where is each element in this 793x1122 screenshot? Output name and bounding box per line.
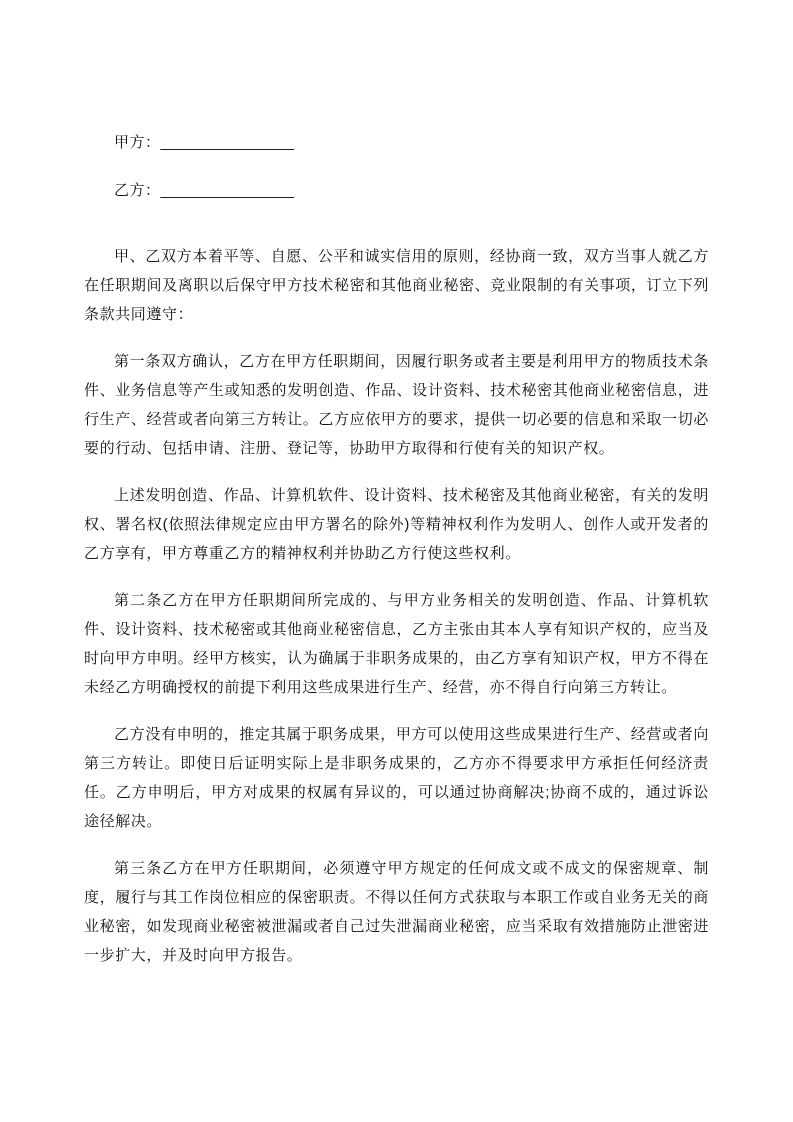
paragraph-clause-1-continued: 上述发明创造、作品、计算机软件、设计资料、技术秘密及其他商业秘密，有关的发明权、署名权(依照法律规定应由甲方署名的除外)等精神权利作为发明人、创作人或开发者的乙方享有，甲方尊重乙方的精神权利并协助乙方行使这些权利。 xyxy=(84,487,709,562)
party-a-line xyxy=(84,128,709,158)
spacer xyxy=(84,224,709,242)
paragraph-clause-1: 第一条双方确认，乙方在甲方任职期间，因履行职务或者主要是利用甲方的物质技术条件、业务信息等产生或知悉的发明创造、作品、设计资料、技术秘密其他商业秘密信息，进行生产、经营或者向第三方转让。乙方应依甲方的要求，提供一切必要的信息和采取一切必要的行动、包括申请、注册、登记等，协助甲方取得和行使有关的知识产权。 xyxy=(84,353,709,457)
paragraph-clause-3: 第三条乙方在甲方任职期间，必须遵守甲方规定的任何成文或不成文的保密规章、制度，履行与其工作岗位相应的保密职责。不得以任何方式获取与本职工作或自业务无关的商业秘密，如发现商业秘密被泄漏或者自己过失泄漏商业秘密，应当采取有效措施防止泄密进一步扩大，并及时向甲方报告。 xyxy=(84,860,709,964)
party-b-blank-line: ________________ xyxy=(160,182,294,199)
party-a-label: 甲方： xyxy=(114,134,161,151)
party-b-line xyxy=(84,176,709,206)
paragraph-clause-2-continued: 乙方没有申明的，推定其属于职务成果，甲方可以使用这些成果进行生产、经营或者向第三方转让。即使日后证明实际上是非职务成果的，乙方亦不得要求甲方承拒任何经济责任。乙方申明后，甲方对成果的权属有异议的，可以通过协商解决;协商不成的，通过诉讼途径解决。 xyxy=(84,726,709,830)
paragraph-clause-2: 第二条乙方在甲方任职期间所完成的、与甲方业务相关的发明创造、作品、计算机软件、设计资料、技术秘密或其他商业秘密信息，乙方主张由其本人享有知识产权的，应当及时向甲方申明。经甲方核实，认为确属于非职务成果的，由乙方享有知识产权，甲方不得在未经乙方明确授权的前提下利用这些成果进行生产、经营，亦不得自行向第三方转让。 xyxy=(84,592,709,696)
party-b-label: 乙方： xyxy=(114,182,161,199)
party-a-blank-line: ________________ xyxy=(160,134,294,151)
paragraph-preamble: 甲、乙双方本着平等、自愿、公平和诚实信用的原则，经协商一致，双方当事人就乙方在任职期间及离职以后保守甲方技术秘密和其他商业秘密、竞业限制的有关事项，订立下列条款共同遵守： xyxy=(84,248,709,323)
